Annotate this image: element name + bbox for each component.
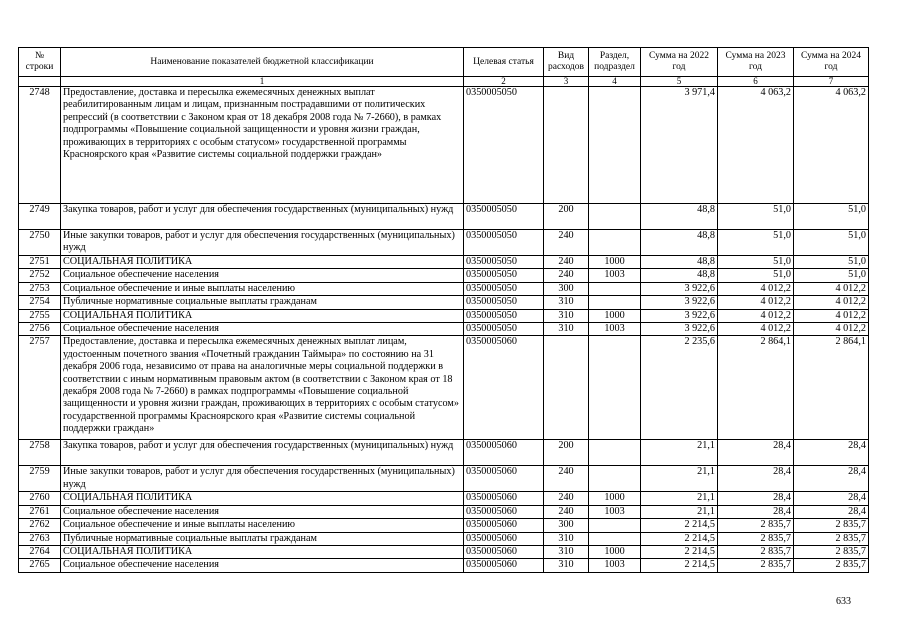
section-cell: 1000 <box>589 492 641 505</box>
target-article-cell: 0350005060 <box>464 505 544 518</box>
table-row <box>19 559 869 572</box>
budget-table <box>18 47 869 573</box>
section-cell <box>589 296 641 309</box>
indicator-name-cell: СОЦИАЛЬНАЯ ПОЛИТИКА <box>61 309 464 322</box>
indicator-name-cell: Иные закупки товаров, работ и услуг для обеспечения государственных (муниципальных) нужд <box>61 466 464 492</box>
table-row <box>19 505 869 518</box>
expense-type-cell: 240 <box>544 256 589 269</box>
column-number: 2 <box>464 77 544 87</box>
indicator-name-cell: Социальное обеспечение населения <box>61 269 464 282</box>
column-number: 5 <box>641 77 718 87</box>
section-cell: 1003 <box>589 505 641 518</box>
sum-2023-cell: 51,0 <box>718 256 794 269</box>
section-cell <box>589 519 641 532</box>
header-sum-2022: Сумма на 2022 год <box>641 48 718 77</box>
table-row <box>19 282 869 295</box>
section-cell: 1003 <box>589 269 641 282</box>
sum-2024-cell: 2 835,7 <box>794 532 869 545</box>
expense-type-cell: 310 <box>544 309 589 322</box>
expense-type-cell: 240 <box>544 466 589 492</box>
expense-type-cell: 310 <box>544 532 589 545</box>
row-number-cell: 2748 <box>19 87 61 204</box>
table-row <box>19 269 869 282</box>
table-row <box>19 87 869 204</box>
sum-2022-cell: 3 922,6 <box>641 296 718 309</box>
indicator-name-cell: Социальное обеспечение и иные выплаты населению <box>61 519 464 532</box>
row-number-cell: 2756 <box>19 323 61 336</box>
indicator-name-cell: СОЦИАЛЬНАЯ ПОЛИТИКА <box>61 256 464 269</box>
expense-type-cell: 240 <box>544 230 589 256</box>
sum-2023-cell: 28,4 <box>718 440 794 466</box>
indicator-name-cell: Предоставление, доставка и пересылка ежемесячных денежных выплат лицам, удостоенным почетного звания «Почетный гражданин Таймыра» по состоянию на 31 декабря 2006 года, независимо от права на аналогичные меры социальной поддержки в соответствии с иным нормативным правовым актом (в соответствии с Законом края от 18 декабря 2008 года № 7-2660) в рамках подпрограммы «Повышение социальной защищенности и уровня жизни граждан, проживающих в территориях с особым статусом» государственной программы Красноярского края «Развитие системы социальной поддержки граждан» <box>61 336 464 440</box>
sum-2023-cell: 4 012,2 <box>718 323 794 336</box>
section-cell <box>589 466 641 492</box>
row-number-cell: 2754 <box>19 296 61 309</box>
expense-type-cell: 300 <box>544 519 589 532</box>
indicator-name-cell: Закупка товаров, работ и услуг для обеспечения государственных (муниципальных) нужд <box>61 440 464 466</box>
table-row <box>19 230 869 256</box>
column-number-row <box>19 77 869 87</box>
sum-2022-cell: 21,1 <box>641 505 718 518</box>
header-section: Раздел, подраздел <box>589 48 641 77</box>
sum-2023-cell: 2 835,7 <box>718 519 794 532</box>
sum-2024-cell: 51,0 <box>794 230 869 256</box>
section-cell <box>589 87 641 204</box>
expense-type-cell: 240 <box>544 269 589 282</box>
sum-2024-cell: 2 835,7 <box>794 519 869 532</box>
sum-2023-cell: 2 835,7 <box>718 559 794 572</box>
column-number: 4 <box>589 77 641 87</box>
header-row <box>19 48 869 77</box>
sum-2023-cell: 4 012,2 <box>718 296 794 309</box>
sum-2022-cell: 2 214,5 <box>641 546 718 559</box>
sum-2023-cell: 2 835,7 <box>718 546 794 559</box>
indicator-name-cell: СОЦИАЛЬНАЯ ПОЛИТИКА <box>61 546 464 559</box>
sum-2023-cell: 28,4 <box>718 466 794 492</box>
sum-2023-cell: 4 012,2 <box>718 282 794 295</box>
sum-2022-cell: 21,1 <box>641 440 718 466</box>
table-row <box>19 492 869 505</box>
row-number-cell: 2749 <box>19 204 61 230</box>
sum-2022-cell: 48,8 <box>641 269 718 282</box>
table-row <box>19 296 869 309</box>
column-number <box>19 77 61 87</box>
target-article-cell: 0350005060 <box>464 492 544 505</box>
sum-2023-cell: 2 864,1 <box>718 336 794 440</box>
row-number-cell: 2758 <box>19 440 61 466</box>
expense-type-cell: 310 <box>544 546 589 559</box>
row-number-cell: 2760 <box>19 492 61 505</box>
sum-2022-cell: 48,8 <box>641 256 718 269</box>
sum-2023-cell: 28,4 <box>718 492 794 505</box>
table-row <box>19 532 869 545</box>
table-row <box>19 204 869 230</box>
sum-2022-cell: 21,1 <box>641 466 718 492</box>
column-number: 1 <box>61 77 464 87</box>
target-article-cell: 0350005050 <box>464 256 544 269</box>
target-article-cell: 0350005060 <box>464 466 544 492</box>
sum-2024-cell: 51,0 <box>794 204 869 230</box>
header-expense-type: Вид расходов <box>544 48 589 77</box>
sum-2024-cell: 4 012,2 <box>794 282 869 295</box>
indicator-name-cell: Публичные нормативные социальные выплаты гражданам <box>61 296 464 309</box>
table-row <box>19 519 869 532</box>
sum-2024-cell: 51,0 <box>794 269 869 282</box>
section-cell: 1000 <box>589 256 641 269</box>
row-number-cell: 2751 <box>19 256 61 269</box>
sum-2024-cell: 2 835,7 <box>794 559 869 572</box>
expense-type-cell: 300 <box>544 282 589 295</box>
section-cell <box>589 282 641 295</box>
sum-2024-cell: 28,4 <box>794 505 869 518</box>
header-row-number: № строки <box>19 48 61 77</box>
sum-2024-cell: 51,0 <box>794 256 869 269</box>
row-number-cell: 2764 <box>19 546 61 559</box>
table-row <box>19 336 869 440</box>
header-sum-2024: Сумма на 2024 год <box>794 48 869 77</box>
sum-2023-cell: 28,4 <box>718 505 794 518</box>
target-article-cell: 0350005050 <box>464 87 544 204</box>
row-number-cell: 2752 <box>19 269 61 282</box>
header-target-article: Целевая статья <box>464 48 544 77</box>
sum-2024-cell: 4 012,2 <box>794 296 869 309</box>
sum-2023-cell: 51,0 <box>718 230 794 256</box>
expense-type-cell: 240 <box>544 505 589 518</box>
sum-2024-cell: 2 835,7 <box>794 546 869 559</box>
target-article-cell: 0350005060 <box>464 519 544 532</box>
row-number-cell: 2763 <box>19 532 61 545</box>
sum-2023-cell: 51,0 <box>718 269 794 282</box>
expense-type-cell: 240 <box>544 492 589 505</box>
section-cell: 1003 <box>589 323 641 336</box>
target-article-cell: 0350005060 <box>464 559 544 572</box>
indicator-name-cell: Социальное обеспечение населения <box>61 559 464 572</box>
sum-2022-cell: 3 922,6 <box>641 323 718 336</box>
row-number-cell: 2753 <box>19 282 61 295</box>
table-row <box>19 323 869 336</box>
row-number-cell: 2762 <box>19 519 61 532</box>
sum-2022-cell: 2 214,5 <box>641 532 718 545</box>
sum-2022-cell: 48,8 <box>641 230 718 256</box>
indicator-name-cell: Предоставление, доставка и пересылка ежемесячных денежных выплат реабилитированным лицам и лицам, признанным пострадавшими от политических репрессий (в соответствии с Законом края от 18 декабря 2008 года № 7-2660), в рамках подпрограммы «Повышение социальной защищенности и уровня жизни граждан, проживающих в территориях с особым статусом» государственной программы Красноярского края «Развитие системы социальной поддержки граждан» <box>61 87 464 204</box>
target-article-cell: 0350005050 <box>464 204 544 230</box>
sum-2023-cell: 4 012,2 <box>718 309 794 322</box>
sum-2024-cell: 4 012,2 <box>794 323 869 336</box>
sum-2023-cell: 4 063,2 <box>718 87 794 204</box>
target-article-cell: 0350005060 <box>464 336 544 440</box>
sum-2024-cell: 2 864,1 <box>794 336 869 440</box>
target-article-cell: 0350005050 <box>464 230 544 256</box>
target-article-cell: 0350005050 <box>464 296 544 309</box>
column-number: 3 <box>544 77 589 87</box>
sum-2023-cell: 2 835,7 <box>718 532 794 545</box>
expense-type-cell: 310 <box>544 296 589 309</box>
sum-2023-cell: 51,0 <box>718 204 794 230</box>
indicator-name-cell: Социальное обеспечение населения <box>61 323 464 336</box>
indicator-name-cell: Иные закупки товаров, работ и услуг для обеспечения государственных (муниципальных) нужд <box>61 230 464 256</box>
expense-type-cell: 310 <box>544 323 589 336</box>
header-indicator-name: Наименование показателей бюджетной классификации <box>61 48 464 77</box>
table-row <box>19 256 869 269</box>
section-cell: 1000 <box>589 309 641 322</box>
indicator-name-cell: Социальное обеспечение населения <box>61 505 464 518</box>
row-number-cell: 2757 <box>19 336 61 440</box>
page-number: 633 <box>836 596 851 607</box>
expense-type-cell: 310 <box>544 559 589 572</box>
section-cell: 1003 <box>589 559 641 572</box>
sum-2024-cell: 28,4 <box>794 440 869 466</box>
indicator-name-cell: Социальное обеспечение и иные выплаты населению <box>61 282 464 295</box>
target-article-cell: 0350005050 <box>464 323 544 336</box>
section-cell: 1000 <box>589 546 641 559</box>
target-article-cell: 0350005060 <box>464 532 544 545</box>
section-cell <box>589 230 641 256</box>
indicator-name-cell: Публичные нормативные социальные выплаты гражданам <box>61 532 464 545</box>
sum-2024-cell: 28,4 <box>794 492 869 505</box>
indicator-name-cell: Закупка товаров, работ и услуг для обеспечения государственных (муниципальных) нужд <box>61 204 464 230</box>
row-number-cell: 2755 <box>19 309 61 322</box>
table-row <box>19 440 869 466</box>
expense-type-cell <box>544 87 589 204</box>
section-cell <box>589 440 641 466</box>
sum-2024-cell: 4 012,2 <box>794 309 869 322</box>
sum-2022-cell: 2 214,5 <box>641 559 718 572</box>
row-number-cell: 2759 <box>19 466 61 492</box>
column-number: 6 <box>718 77 794 87</box>
row-number-cell: 2750 <box>19 230 61 256</box>
section-cell <box>589 204 641 230</box>
sum-2022-cell: 2 214,5 <box>641 519 718 532</box>
sum-2024-cell: 4 063,2 <box>794 87 869 204</box>
sum-2022-cell: 3 971,4 <box>641 87 718 204</box>
table-body <box>19 87 869 573</box>
indicator-name-cell: СОЦИАЛЬНАЯ ПОЛИТИКА <box>61 492 464 505</box>
section-cell <box>589 336 641 440</box>
target-article-cell: 0350005050 <box>464 269 544 282</box>
header-sum-2023: Сумма на 2023 год <box>718 48 794 77</box>
sum-2022-cell: 21,1 <box>641 492 718 505</box>
table-row <box>19 466 869 492</box>
sum-2022-cell: 3 922,6 <box>641 309 718 322</box>
sum-2024-cell: 28,4 <box>794 466 869 492</box>
row-number-cell: 2765 <box>19 559 61 572</box>
row-number-cell: 2761 <box>19 505 61 518</box>
sum-2022-cell: 48,8 <box>641 204 718 230</box>
target-article-cell: 0350005050 <box>464 309 544 322</box>
section-cell <box>589 532 641 545</box>
column-number: 7 <box>794 77 869 87</box>
table-row <box>19 309 869 322</box>
expense-type-cell: 200 <box>544 204 589 230</box>
sum-2022-cell: 2 235,6 <box>641 336 718 440</box>
table-row <box>19 546 869 559</box>
expense-type-cell: 200 <box>544 440 589 466</box>
target-article-cell: 0350005050 <box>464 282 544 295</box>
sum-2022-cell: 3 922,6 <box>641 282 718 295</box>
target-article-cell: 0350005060 <box>464 546 544 559</box>
expense-type-cell <box>544 336 589 440</box>
target-article-cell: 0350005060 <box>464 440 544 466</box>
